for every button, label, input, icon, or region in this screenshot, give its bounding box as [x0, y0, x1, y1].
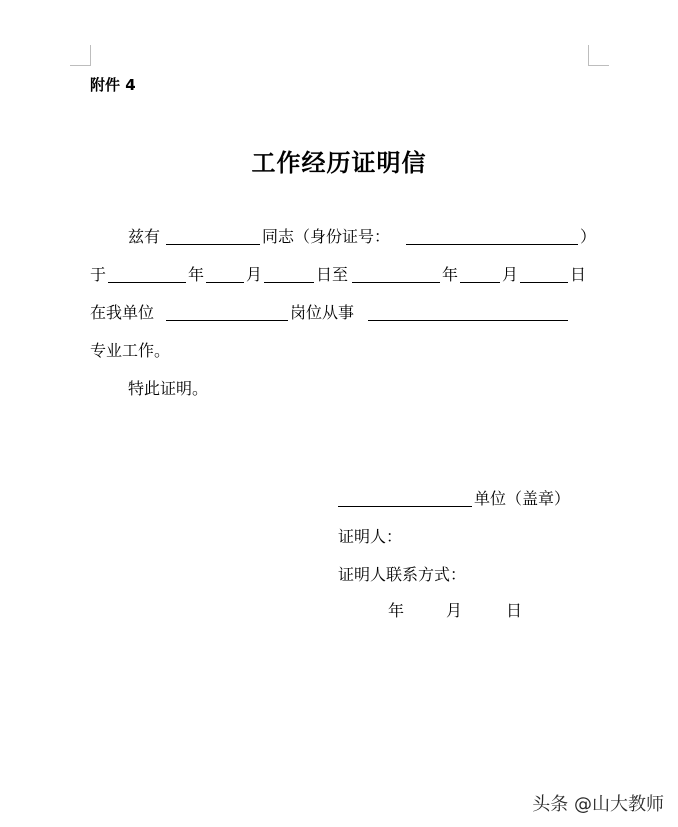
document-title: 工作经历证明信 — [251, 149, 427, 177]
specialty-blank — [368, 320, 568, 321]
start-year-blank — [108, 282, 186, 283]
text-date-month: 月 — [446, 601, 463, 620]
watermark — [532, 790, 664, 816]
name-blank — [166, 244, 260, 245]
text-certifier: 证明人： — [338, 527, 403, 546]
start-month-blank — [206, 282, 244, 283]
text-position-engaged: 岗位从事 — [290, 303, 355, 322]
id-number-blank — [406, 244, 578, 245]
crop-mark-top-right — [588, 45, 609, 66]
text-professional-work: 专业工作。 — [90, 341, 171, 360]
text-comrade-id: 同志（身份证号： — [262, 227, 391, 246]
watermark-account: @山大教师 — [574, 794, 664, 815]
text-date-year: 年 — [388, 601, 405, 620]
text-year: 年 — [188, 265, 205, 284]
text-close-paren: ） — [580, 227, 597, 246]
text-month-2: 月 — [502, 265, 519, 284]
text-hereby-certify: 特此证明。 — [128, 379, 209, 398]
unit-blank — [338, 506, 472, 507]
attachment-label: 附件 4 — [90, 76, 136, 94]
text-date-day: 日 — [506, 601, 523, 620]
crop-mark-top-left — [70, 45, 91, 66]
position-blank — [166, 320, 288, 321]
text-month: 月 — [246, 265, 263, 284]
text-certifier-contact: 证明人联系方式： — [338, 565, 467, 584]
text-day-2: 日 — [570, 265, 587, 284]
text-year-2: 年 — [442, 265, 459, 284]
end-month-blank — [460, 282, 500, 283]
end-year-blank — [352, 282, 440, 283]
text-yu: 于 — [90, 265, 107, 284]
text-unit-seal: 单位（盖章） — [474, 489, 571, 508]
start-day-blank — [264, 282, 314, 283]
text-day-to: 日至 — [316, 265, 349, 284]
text-zi-you: 兹有 — [128, 227, 161, 246]
end-day-blank — [520, 282, 568, 283]
watermark-prefix: 头条 — [532, 794, 574, 815]
text-at-our-unit: 在我单位 — [90, 303, 155, 322]
